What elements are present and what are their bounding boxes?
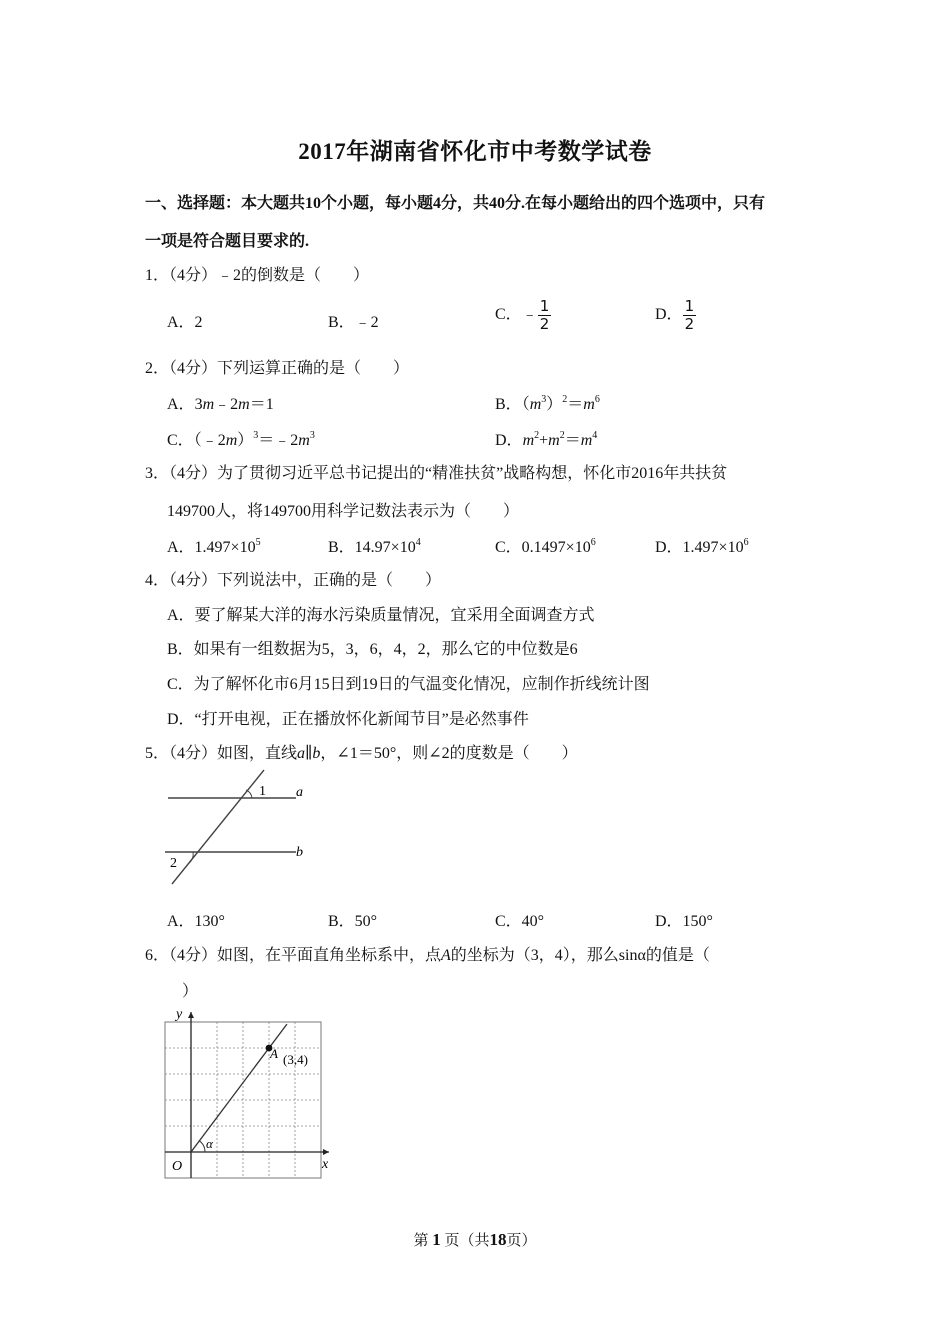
q3-option-a: A．$1.497\times 10^5$ [167,537,261,556]
angle-alpha-label: α [206,1136,213,1151]
q3-option-b: B．$14.97\times 10^4$ [328,537,421,556]
q5-option-d: D．150° [655,913,713,930]
page-footer: 第 1 页（共18页） [413,1230,537,1249]
q2-option-d: D．$m^2+m^2=m^4$ [495,430,598,449]
q1-option-c: C．﹣ $\frac{1}{2}$ [495,297,550,333]
x-axis-label: x [322,1157,329,1172]
q5-option-c: C．40° [495,913,545,930]
angle-1-label: 1 [259,784,266,799]
section-heading-line2: 一项是符合题目要求的. [145,233,310,250]
q2-option-a: A．3m﹣2m＝1 [167,396,274,413]
y-axis-label: y [176,1007,183,1022]
q4-option-b: B．如果有一组数据为5，3，6，4，2，那么它的中位数是6 [167,641,578,658]
q4-option-c: C．为了解怀化市6月15日到19日的气温变化情况，应制作折线统计图 [167,676,650,693]
q3-stem-line2: 149700人，将149700用科学记数法表示为（ ） [167,503,520,520]
q4-option-d: D．“打开电视，正在播放怀化新闻节目”是必然事件 [167,711,529,728]
page-total: 18 [489,1230,507,1249]
line-a-label: a [296,785,303,800]
q6-stem-line2: ） [182,983,199,1000]
page-title: 2017年湖南省怀化市中考数学试卷 [298,139,652,164]
angle-2-label: 2 [170,856,177,871]
q3-option-d: D．$1.497\times 10^6$ [655,537,749,556]
section-heading-line1: 一、选择题：本大题共10个小题，每小题4分，共40分.在每小题给出的四个选项中，只有 [145,195,766,212]
q4-stem: 4．（4分）下列说法中，正确的是（ ） [145,572,442,589]
q2-stem: 2．（4分）下列运算正确的是（ ） [145,360,410,377]
q4-option-a: A．要了解某大洋的海水污染质量情况，宜采用全面调查方式 [167,607,595,624]
coordinate-grid [165,1012,329,1178]
q5-option-b: B．50° [328,913,378,930]
q1-option-b: B．﹣2 [328,314,379,331]
q5-stem: 5．（4分）如图，直线a∥b，∠1＝50°，则∠2的度数是（ ） [145,745,578,762]
q6-stem-line1: 6．（4分）如图，在平面直角坐标系中，点A的坐标为（3，4），那么sinα的值是（ [145,947,710,964]
line-b-label: b [296,845,303,860]
q5-option-a: A．130° [167,913,225,930]
point-a-label: A [270,1046,278,1061]
origin-label: O [172,1159,183,1174]
q3-stem-line1: 3．（4分）为了贯彻习近平总书记提出的“精准扶贫”战略构想，怀化市2016年共扶贫 [145,465,728,482]
q1-stem: 1．（4分）﹣2的倒数是（ ） [145,267,370,284]
ray-oa [191,1024,287,1152]
fraction: $\frac{1}{2}$ [684,297,695,333]
q1-option-d: D． $\frac{1}{2}$ [655,297,695,333]
coordinate-figure [160,1000,340,1185]
q2-option-b: B．$(m^3)^2=m^6$ [495,394,600,413]
parallel-lines-figure [160,768,320,888]
point-a-coordinate: (3,4) [283,1052,308,1067]
page-number: 1 [432,1230,441,1249]
fraction: $\frac{1}{2}$ [539,297,550,333]
q2-option-c: C．$(﹣2m)^3=﹣2m^3$ [167,430,315,449]
q3-option-c: C．$0.1497\times 10^6$ [495,537,596,556]
q1-option-a: A．2 [167,314,203,331]
